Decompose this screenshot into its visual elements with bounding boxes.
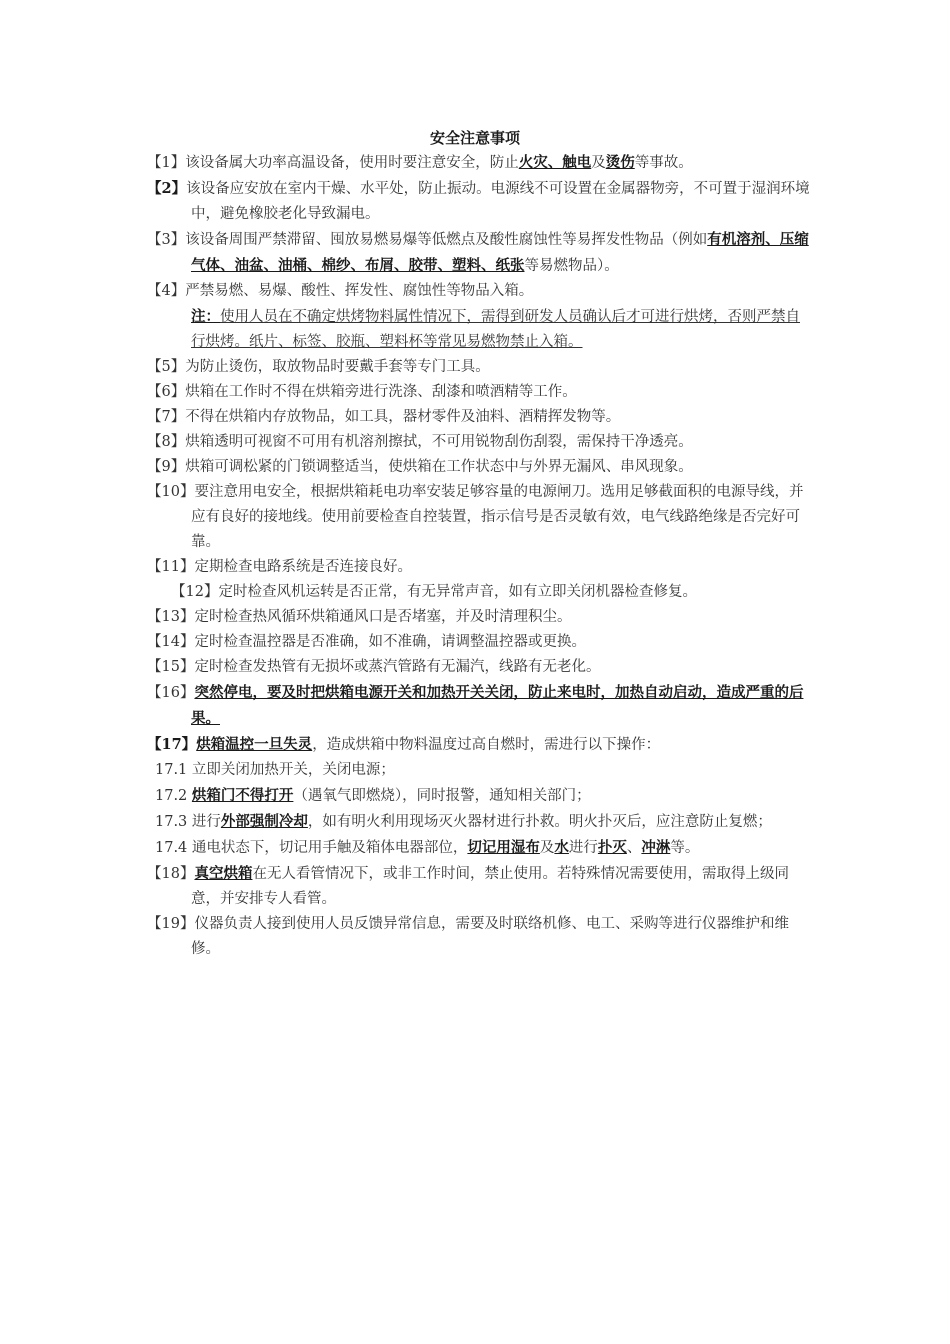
list-item-8: 【8】烘箱透明可视窗不可用有机溶剂擦拭，不可用锐物刮伤刮裂，需保持干净透亮。 <box>147 434 693 450</box>
list-subitem-17-2: 17.2 烘箱门不得打开（遇氧气即燃烧），同时报警，通知相关部门； <box>155 787 591 804</box>
list-item-11: 【11】定期检查电路系统是否连接良好。 <box>147 559 412 575</box>
list-item-7: 【7】不得在烘箱内存放物品，如工具，器材零件及油料、酒精挥发物等。 <box>147 409 621 425</box>
list-subitem-17-1: 17.1 立即关闭加热开关，关闭电源； <box>155 762 395 778</box>
list-item-13: 【13】定时检查热风循环烘箱通风口是否堵塞，并及时清理积尘。 <box>147 609 572 625</box>
list-item-4: 【4】严禁易燃、易爆、酸性、挥发性、腐蚀性等物品入箱。 <box>147 283 534 299</box>
list-item-1: 【1】该设备属大功率高温设备，使用时要注意安全，防止火灾、触电及烫伤等事故。 <box>147 154 693 171</box>
list-item-9: 【9】烘箱可调松紧的门锁调整适当，使烘箱在工作状态中与外界无漏风、串风现象。 <box>147 459 693 475</box>
page-title: 安全注意事项 <box>429 129 520 147</box>
list-item-17: 【17】烘箱温控一旦失灵，造成烘箱中物料温度过高自燃时，需进行以下操作： <box>147 736 661 753</box>
list-subitem-17-4: 17.4 通电状态下，切记用手触及箱体电器部位，切记用湿布及水进行扑灭、冲淋等。 <box>155 839 700 856</box>
list-item-3: 【3】该设备周围严禁滞留、囤放易燃易爆等低燃点及酸性腐蚀性等易挥发性物品（例如有机溶剂、压缩气体、油盆、油桶、棉纱、布屑、胶带、塑料、纸张等易燃物品）。 <box>147 231 809 274</box>
list-item-15: 【15】定时检查发热管有无损坏或蒸汽管路有无漏汽，线路有无老化。 <box>147 659 601 675</box>
document-body <box>147 150 812 962</box>
list-item-5: 【5】为防止烫伤，取放物品时要戴手套等专门工具。 <box>147 359 490 375</box>
list-item-12: 【12】定时检查风机运转是否正常，有无异常声音，如有立即关闭机器检查修复。 <box>171 584 697 600</box>
list-item-6: 【6】烘箱在工作时不得在烘箱旁进行洗涤、刮漆和喷酒精等工作。 <box>147 384 577 400</box>
list-item-16: 【16】突然停电，要及时把烘箱电源开关和加热开关关闭，防止来电时，加热自动启动，造成严重的后果。 <box>147 684 804 727</box>
list-subitem-17-3: 17.3 进行外部强制冷却，如有明火利用现场灭火器材进行扑救。明火扑灭后，应注意防止复燃； <box>155 813 772 830</box>
list-item-14: 【14】定时检查温控器是否准确，如不准确，请调整温控器或更换。 <box>147 634 586 650</box>
list-item-18: 【18】真空烘箱在无人看管情况下，或非工作时间，禁止使用。若特殊情况需要使用，需取得上级同意，并安排专人看管。 <box>147 865 789 907</box>
list-item-19: 【19】仪器负责人接到使用人员反馈异常信息，需要及时联络机修、电工、采购等进行仪器维护和维修。 <box>147 916 789 957</box>
list-item-2: 【2】该设备应安放在室内干燥、水平处，防止振动。电源线不可设置在金属器物旁，不可置于湿润环境中，避免橡胶老化导致漏电。 <box>147 180 810 222</box>
list-item-4-note: 注：使用人员在不确定烘烤物料属性情况下，需得到研发人员确认后才可进行烘烤，否则严禁自行烘烤。纸片、标签、胶瓶、塑料杯等常见易燃物禁止入箱。 <box>191 308 800 350</box>
list-item-10: 【10】要注意用电安全，根据烘箱耗电功率安装足够容量的电源闸刀。选用足够截面积的电源导线，并应有良好的接地线。使用前要检查自控装置，指示信号是否灵敏有效，电气线路绝缘是否完好可靠。 <box>147 484 804 550</box>
